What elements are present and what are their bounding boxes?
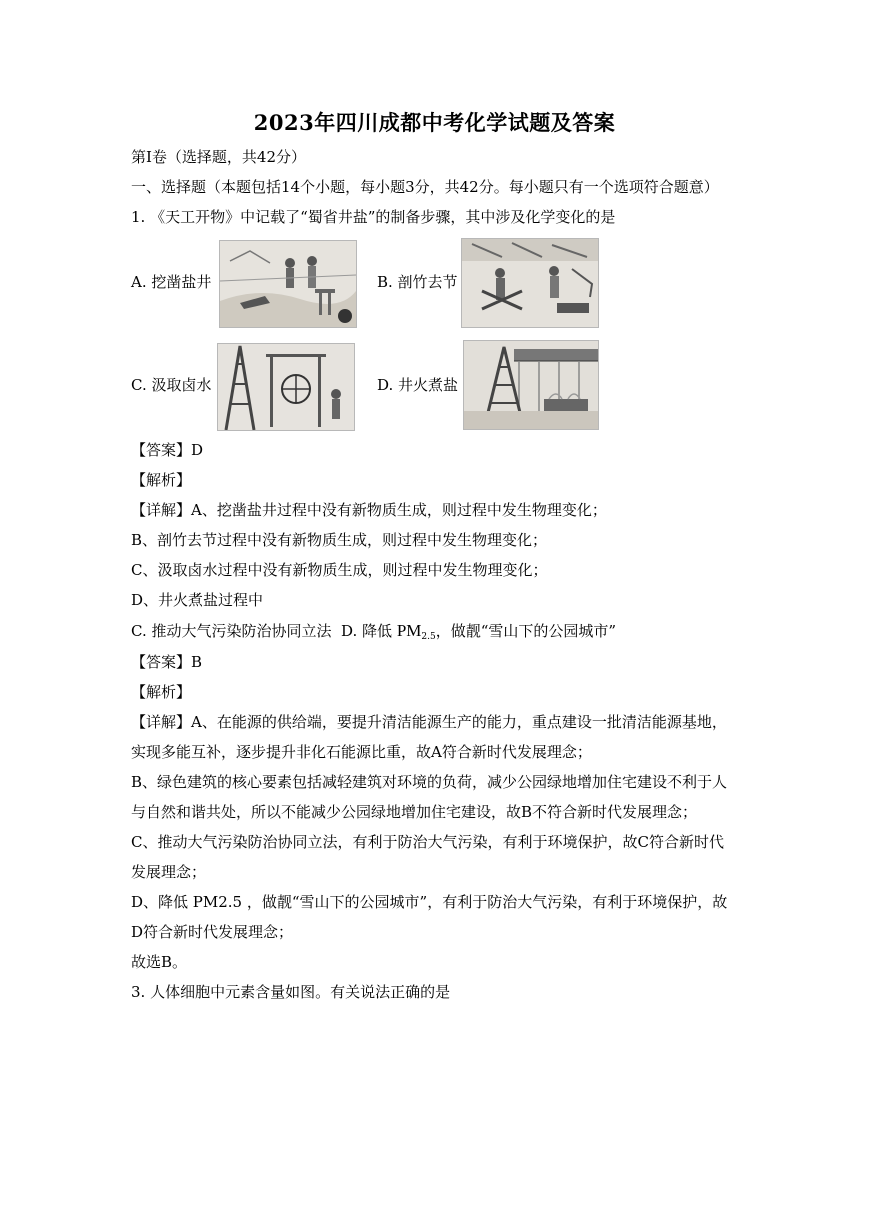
q2-detail-line: 故选B。 bbox=[131, 953, 188, 971]
option-b-illustration bbox=[461, 238, 599, 328]
pm-symbol: PM bbox=[396, 621, 422, 640]
option-d-illustration bbox=[463, 340, 599, 430]
q2-options-line bbox=[131, 620, 616, 648]
q1-detail-line: B、剖竹去节过程中没有新物质生成，则过程中发生物理变化； bbox=[131, 531, 548, 549]
section-heading: 第I卷（选择题，共42分） bbox=[131, 148, 307, 166]
question-1-stem: 1. 《天工开物》中记载了“蜀省井盐”的制备步骤，其中涉及化学变化的是 bbox=[131, 208, 616, 226]
q2-detail-line: 实现多能互补，逐步提升非化石能源比重，故A符合新时代发展理念； bbox=[131, 743, 592, 761]
q1-answer: 【答案】D bbox=[131, 441, 204, 459]
q2-detail-line: 发展理念； bbox=[131, 863, 207, 881]
q2-option-c: C. 推动大气污染防治协同立法 bbox=[131, 622, 332, 640]
q2-detail-line: D、降低 PM2.5 ，做靓“雪山下的公园城市”，有利于防治大气污染，有利于环境保护，故 bbox=[131, 893, 728, 911]
option-b-label: B. 剖竹去节 bbox=[377, 273, 458, 291]
q2-option-d-suffix: ，做靓“雪山下的公园城市” bbox=[435, 622, 617, 640]
q2-analysis-label: 【解析】 bbox=[131, 683, 192, 701]
option-c-illustration bbox=[217, 343, 355, 431]
q2-answer: 【答案】B bbox=[131, 653, 203, 671]
q1-detail-line: D、井火煮盐过程中 bbox=[131, 591, 264, 609]
q1-detail-line: 【详解】A、挖凿盐井过程中没有新物质生成，则过程中发生物理变化； bbox=[131, 501, 607, 519]
option-a-label: A. 挖凿盐井 bbox=[131, 273, 212, 291]
option-d-label: D. 井火煮盐 bbox=[377, 376, 459, 394]
q2-option-d-prefix: D. 降低 bbox=[341, 622, 393, 640]
question-3-stem: 3. 人体细胞中元素含量如图。有关说法正确的是 bbox=[131, 983, 451, 1001]
q1-detail-line: C、汲取卤水过程中没有新物质生成，则过程中发生物理变化； bbox=[131, 561, 548, 579]
option-c-label: C. 汲取卤水 bbox=[131, 376, 212, 394]
pm-subscript: 2.5 bbox=[421, 632, 436, 642]
part-one-heading: 一、选择题（本题包括14个小题，每小题3分，共42分。每小题只有一个选项符合题意） bbox=[131, 178, 719, 196]
page-title: 2023年四川成都中考化学试题及答案 bbox=[253, 110, 616, 135]
q2-detail-line: B、绿色建筑的核心要素包括减轻建筑对环境的负荷，减少公园绿地增加住宅建设不利于人 bbox=[131, 773, 728, 791]
option-a-illustration bbox=[219, 240, 357, 328]
q2-detail-line: 与自然和谐共处，所以不能减少公园绿地增加住宅建设，故B不符合新时代发展理念； bbox=[131, 803, 698, 821]
q2-detail-line: D符合新时代发展理念； bbox=[131, 923, 294, 941]
q2-detail-line: 【详解】A、在能源的供给端，要提升清洁能源生产的能力，重点建设一批清洁能源基地， bbox=[131, 713, 727, 731]
q2-detail-line: C、推动大气污染防治协同立法，有利于防治大气污染，有利于环境保护，故C符合新时代 bbox=[131, 833, 724, 851]
q1-analysis-label: 【解析】 bbox=[131, 471, 192, 489]
